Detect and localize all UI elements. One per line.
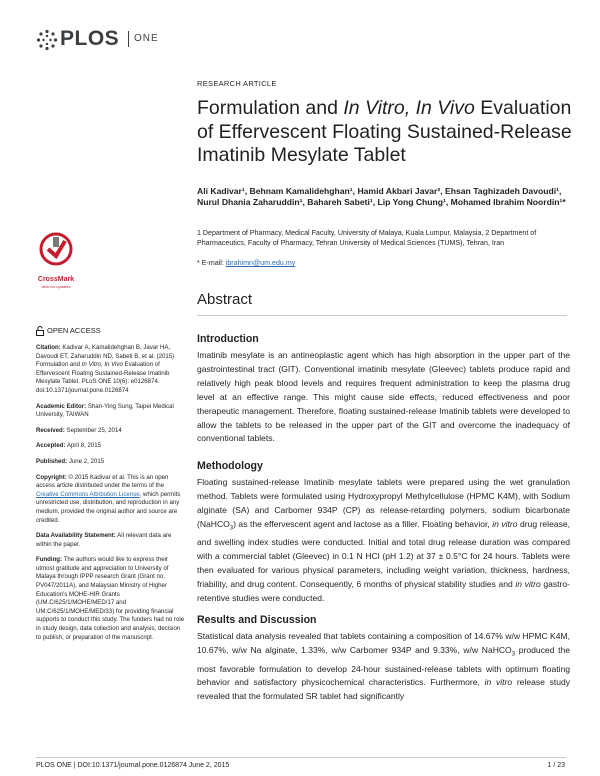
received-date: Received: September 25, 2014 [36,426,122,434]
crossmark-icon [39,232,73,270]
email-link[interactable]: ibrahimn@um.edu.my [225,259,296,267]
crossmark-label: CrossMark [37,276,75,283]
abstract-divider [197,315,567,316]
logo-word: PLOS [60,27,120,50]
corresponding-email: * E-mail: ibrahimn@um.edu.my [197,259,296,267]
license-link[interactable]: Creative Commons Attribution License [36,490,140,498]
open-access [36,326,186,336]
logo-sub: ONE [134,33,159,44]
open-lock-icon [36,326,44,336]
results-heading: Results and Discussion [197,614,317,626]
affiliations: 1 Department of Pharmacy, Medical Faculty, University of Malaya, Kuala Lumpur, Malaysia, 2 Department of Pharmaceutics, Faculty of Pharmacy, Tehran University of Medical Sciences (TUMS), Tehran, Iran [197,229,537,247]
methodology-text: Floating sustained-release Imatinib mesylate tablets were prepared using the wet granulation method. Tablets were formulated using Hydroxypropyl Methylcellulose (HPMC K4M), with Sodium alginate (SA) and Carbomer 934P (CP) as release-retarding polymers, sodium bicarbonate (NaHCO$_3$) as the effervescent agent and lactose as a filler. Floating behavior, in vitro drug release, and swelling index studies were conducted. Initial and total drug release duration was compared with a commercial tablet (Gleevec) in 0.1 N HCl (pH 1.2) at 37 ± 0.5°C for 24 hours. Tablets were then evaluated for various physical parameters, including weight variation, thickness, hardness, friability, and drug content. Consequently, 6 months of physical stability studies and in vitro gastro-retentive studies were conducted. [197,477,570,603]
article-title: Formulation and In Vitro, In Vivo Evaluation of Effervescent Floating Sustained-Release Imatinib Mesylate Tablet [197,97,572,166]
footer-divider [36,757,566,758]
open-access-label: OPEN ACCESS [47,326,101,335]
logo-separator [128,31,129,47]
citation: Citation: Kadivar A, Kamalidehghan B, Javar HA, Davoudi ET, Zaharuddin ND, Sabeti B, et al. (2015) Formulation and In Vitro, In Vivo Evaluation of Effervescent Floating Sustained-Release Imatinib Mesylate Tablet. PLoS ONE 10(6): e0126874. doi:10.1371/journal.pone.0126874 [36,344,175,394]
page-number: 1 / 23 [547,762,565,769]
academic-editor: Academic Editor: Shan-Ying Sung, Taipei Medical University, TAIWAN [36,402,174,419]
author-list: Ali Kadivar¹, Behnam Kamalidehghan¹, Hamid Akbari Javar², Ehsan Taghizadeh Davoudi¹, Nurul Dhania Zaharuddin¹, Bahareh Sabeti¹, Lip Yong Chung¹, Mohamed Ibrahim Noordin¹* [197,186,566,208]
crossmark-sub: click for updates [41,284,71,289]
results-text: Statistical data analysis revealed that tablets containing a composition of 14.67% w/w HPMC K4M, 10.67%, w/w Na alginate, 1.33%, w/w Carbomer 934P and 9.33%, w/w NaHCO$_3$ produced the most favorable formulation to develop 24-hour sustained-release tablets with optimum floating behavior and satisfactory physicochemical characteristics. Furthermore, in vitro release study revealed that the formulated SR tablet had significantly [197,631,570,702]
plos-dots-icon [36,29,58,51]
introduction-heading: Introduction [197,333,259,345]
introduction-text: Imatinib mesylate is an antineoplastic agent which has high absorption in the upper part of the gastrointestinal tract (GIT). Conventional imatinib mesylate (Gleevec) tablets produce rapid and relatively high peak blood levels and requires frequent administration to keep the plasma drug level at an effective range. This might cause side effects, reduced effectiveness and poor therapeutic management. Therefore, floating sustained-release Imatinib tablets were developed to allow the tablets to be released in the upper part of the GIT and overcome the inadequacy of conventional tablets. [197,350,570,444]
data-availability: Data Availability Statement: All relevant data are within the paper. [36,532,172,548]
article-info-sidebar [36,326,186,649]
crossmark-badge[interactable] [34,232,78,292]
copyright: Copyright: © 2015 Kadivar et al. This is an open access article distributed under the terms of the Creative Commons Attribution License, which permits unrestricted use, distribution, and reproduction in any medium, provided the original author and source are credited. [36,473,181,524]
methodology-heading: Methodology [197,460,263,472]
published-date: Published: June 2, 2015 [36,457,105,465]
article-type: RESEARCH ARTICLE [197,79,277,88]
accepted-date: Accepted: April 8, 2015 [36,442,102,450]
plos-one-logo[interactable] [36,27,176,51]
footer-citation: PLOS ONE | DOI:10.1371/journal.pone.0126874 June 2, 2015 [36,762,230,769]
abstract-heading: Abstract [197,291,253,308]
funding: Funding: The authors would like to express their utmost gratitude and appreciation to University of Malaya through IPPP research Grant (Grant no. PV047/2011A), and Malaysian Ministry of Higher Education's MOHE-HIR Grants (UM.C/625/1/MOHE/MED/17 and UM.C/625/1/MOHE/MED/33) for providing financial supports to conduct this study. The funders had no role in study design, data collection and analysis, decision to publish, or preparation of the manuscript. [36,556,185,641]
